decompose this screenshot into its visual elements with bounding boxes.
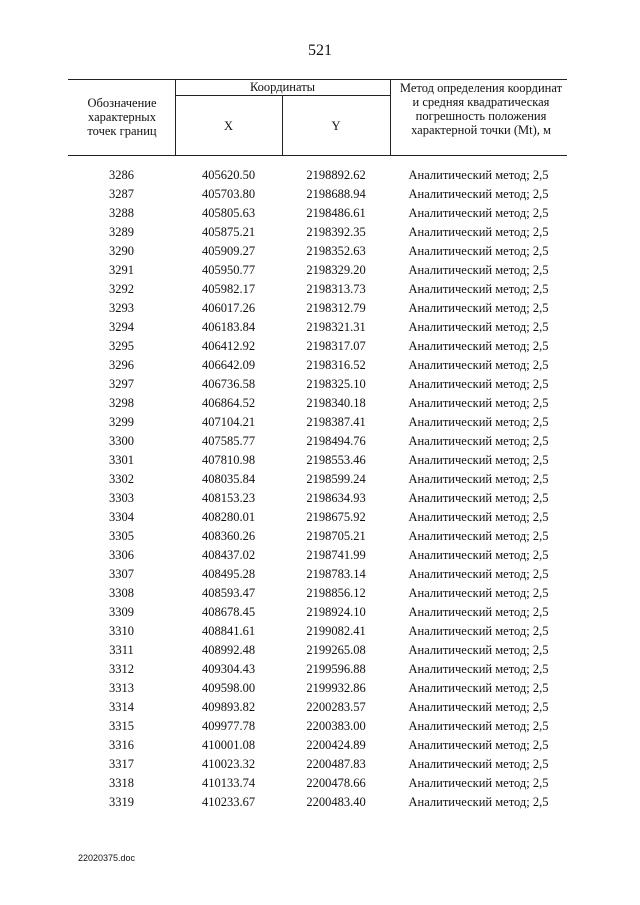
y-coordinate: 2199596.88 bbox=[306, 662, 366, 676]
y-coordinate: 2198321.31 bbox=[306, 320, 366, 334]
method-cell: Аналитический метод; 2,5 bbox=[408, 472, 549, 486]
table-row bbox=[68, 660, 567, 679]
method-cell: Аналитический метод; 2,5 bbox=[408, 719, 549, 733]
y-coordinate: 2198352.63 bbox=[306, 244, 366, 258]
point-number: 3296 bbox=[109, 358, 134, 372]
table-row bbox=[68, 508, 567, 527]
table-row bbox=[68, 166, 567, 185]
point-number: 3307 bbox=[109, 567, 134, 581]
method-cell: Аналитический метод; 2,5 bbox=[408, 700, 549, 714]
method-cell: Аналитический метод; 2,5 bbox=[408, 510, 549, 524]
point-number: 3303 bbox=[109, 491, 134, 505]
y-coordinate: 2200483.40 bbox=[306, 795, 366, 809]
x-coordinate: 408678.45 bbox=[201, 605, 256, 619]
method-cell: Аналитический метод; 2,5 bbox=[408, 320, 549, 334]
table-row bbox=[68, 432, 567, 451]
x-coordinate: 406736.58 bbox=[201, 377, 256, 391]
method-cell: Аналитический метод; 2,5 bbox=[408, 662, 549, 676]
point-number: 3302 bbox=[109, 472, 134, 486]
table-row bbox=[68, 280, 567, 299]
y-coordinate: 2198675.92 bbox=[306, 510, 366, 524]
point-number: 3295 bbox=[109, 339, 134, 353]
table-row bbox=[68, 527, 567, 546]
method-cell: Аналитический метод; 2,5 bbox=[408, 225, 549, 239]
y-coordinate: 2198856.12 bbox=[306, 586, 366, 600]
table-row bbox=[68, 356, 567, 375]
point-number: 3317 bbox=[109, 757, 134, 771]
x-coordinate: 405950.77 bbox=[201, 263, 256, 277]
method-cell: Аналитический метод; 2,5 bbox=[408, 263, 549, 277]
method-cell: Аналитический метод; 2,5 bbox=[408, 643, 549, 657]
x-coordinate: 405620.50 bbox=[201, 168, 256, 182]
method-cell: Аналитический метод; 2,5 bbox=[408, 605, 549, 619]
x-coordinate: 405805.63 bbox=[201, 206, 256, 220]
method-cell: Аналитический метод; 2,5 bbox=[408, 377, 549, 391]
method-cell: Аналитический метод; 2,5 bbox=[408, 453, 549, 467]
x-coordinate: 406642.09 bbox=[201, 358, 256, 372]
y-coordinate: 2199082.41 bbox=[306, 624, 366, 638]
table-header-bottom-rule bbox=[68, 155, 567, 156]
point-number: 3290 bbox=[109, 244, 134, 258]
table-row bbox=[68, 470, 567, 489]
method-cell: Аналитический метод; 2,5 bbox=[408, 415, 549, 429]
x-coordinate: 410023.32 bbox=[201, 757, 256, 771]
method-cell: Аналитический метод; 2,5 bbox=[408, 624, 549, 638]
table-row bbox=[68, 261, 567, 280]
coordinates-table-body bbox=[68, 166, 567, 812]
x-coordinate: 406864.52 bbox=[201, 396, 256, 410]
header-divider-3 bbox=[390, 79, 391, 155]
y-coordinate: 2198741.99 bbox=[306, 548, 366, 562]
point-number: 3316 bbox=[109, 738, 134, 752]
y-coordinate: 2198705.21 bbox=[306, 529, 366, 543]
method-cell: Аналитический метод; 2,5 bbox=[408, 282, 549, 296]
x-coordinate: 408841.61 bbox=[201, 624, 256, 638]
method-cell: Аналитический метод; 2,5 bbox=[408, 301, 549, 315]
point-number: 3287 bbox=[109, 187, 134, 201]
y-coordinate: 2200283.57 bbox=[306, 700, 366, 714]
table-row bbox=[68, 774, 567, 793]
table-row bbox=[68, 375, 567, 394]
method-cell: Аналитический метод; 2,5 bbox=[408, 358, 549, 372]
table-row bbox=[68, 584, 567, 603]
method-cell: Аналитический метод; 2,5 bbox=[408, 586, 549, 600]
x-coordinate: 407104.21 bbox=[201, 415, 256, 429]
method-cell: Аналитический метод; 2,5 bbox=[408, 681, 549, 695]
x-coordinate: 409304.43 bbox=[201, 662, 256, 676]
table-row bbox=[68, 736, 567, 755]
method-cell: Аналитический метод; 2,5 bbox=[408, 548, 549, 562]
point-number: 3310 bbox=[109, 624, 134, 638]
x-coordinate: 408593.47 bbox=[201, 586, 256, 600]
method-cell: Аналитический метод; 2,5 bbox=[408, 168, 549, 182]
method-cell: Аналитический метод; 2,5 bbox=[408, 795, 549, 809]
point-number: 3312 bbox=[109, 662, 134, 676]
point-number: 3301 bbox=[109, 453, 134, 467]
table-row bbox=[68, 394, 567, 413]
point-number: 3298 bbox=[109, 396, 134, 410]
x-coordinate: 407585.77 bbox=[201, 434, 256, 448]
table-row bbox=[68, 622, 567, 641]
y-coordinate: 2198599.24 bbox=[306, 472, 366, 486]
header-x: X bbox=[223, 119, 234, 133]
point-number: 3292 bbox=[109, 282, 134, 296]
point-number: 3288 bbox=[109, 206, 134, 220]
x-coordinate: 405875.21 bbox=[201, 225, 256, 239]
point-number: 3306 bbox=[109, 548, 134, 562]
table-row bbox=[68, 185, 567, 204]
x-coordinate: 408153.23 bbox=[201, 491, 256, 505]
point-number: 3289 bbox=[109, 225, 134, 239]
x-coordinate: 410001.08 bbox=[201, 738, 256, 752]
point-number: 3286 bbox=[109, 168, 134, 182]
x-coordinate: 405703.80 bbox=[201, 187, 256, 201]
y-coordinate: 2198313.73 bbox=[306, 282, 366, 296]
footer-filename: 22020375.doc bbox=[78, 853, 136, 863]
header-y: Y bbox=[331, 119, 341, 133]
table-row bbox=[68, 603, 567, 622]
method-cell: Аналитический метод; 2,5 bbox=[408, 396, 549, 410]
table-row bbox=[68, 489, 567, 508]
header-coordinates: Координаты bbox=[249, 80, 316, 94]
x-coordinate: 408035.84 bbox=[201, 472, 256, 486]
point-number: 3313 bbox=[109, 681, 134, 695]
point-number: 3291 bbox=[109, 263, 134, 277]
point-number: 3305 bbox=[109, 529, 134, 543]
y-coordinate: 2198317.07 bbox=[306, 339, 366, 353]
table-row bbox=[68, 679, 567, 698]
x-coordinate: 409977.78 bbox=[201, 719, 256, 733]
point-number: 3311 bbox=[109, 643, 134, 657]
table-row bbox=[68, 717, 567, 736]
table-row bbox=[68, 223, 567, 242]
method-cell: Аналитический метод; 2,5 bbox=[408, 567, 549, 581]
y-coordinate: 2198340.18 bbox=[306, 396, 366, 410]
x-coordinate: 409893.82 bbox=[201, 700, 256, 714]
header-method: Метод определения координат и средняя квадратическая погрешность положения характерной точки (Mt), м bbox=[399, 81, 563, 137]
y-coordinate: 2198392.35 bbox=[306, 225, 366, 239]
point-number: 3308 bbox=[109, 586, 134, 600]
x-coordinate: 408495.28 bbox=[201, 567, 256, 581]
method-cell: Аналитический метод; 2,5 bbox=[408, 738, 549, 752]
method-cell: Аналитический метод; 2,5 bbox=[408, 757, 549, 771]
y-coordinate: 2198892.62 bbox=[306, 168, 366, 182]
y-coordinate: 2198316.52 bbox=[306, 358, 366, 372]
point-number: 3293 bbox=[109, 301, 134, 315]
y-coordinate: 2198553.46 bbox=[306, 453, 366, 467]
x-coordinate: 408280.01 bbox=[201, 510, 256, 524]
point-number: 3297 bbox=[109, 377, 134, 391]
y-coordinate: 2200424.89 bbox=[306, 738, 366, 752]
point-number: 3315 bbox=[109, 719, 134, 733]
method-cell: Аналитический метод; 2,5 bbox=[408, 776, 549, 790]
point-number: 3294 bbox=[109, 320, 134, 334]
method-cell: Аналитический метод; 2,5 bbox=[408, 491, 549, 505]
table-row bbox=[68, 337, 567, 356]
table-row bbox=[68, 318, 567, 337]
table-row bbox=[68, 204, 567, 223]
y-coordinate: 2200478.66 bbox=[306, 776, 366, 790]
method-cell: Аналитический метод; 2,5 bbox=[408, 529, 549, 543]
point-number: 3300 bbox=[109, 434, 134, 448]
table-row bbox=[68, 565, 567, 584]
y-coordinate: 2199932.86 bbox=[306, 681, 366, 695]
page-number: 521 bbox=[308, 42, 332, 59]
y-coordinate: 2198634.93 bbox=[306, 491, 366, 505]
x-coordinate: 408360.26 bbox=[201, 529, 256, 543]
y-coordinate: 2198312.79 bbox=[306, 301, 366, 315]
point-number: 3319 bbox=[109, 795, 134, 809]
x-coordinate: 407810.98 bbox=[201, 453, 256, 467]
x-coordinate: 406183.84 bbox=[201, 320, 256, 334]
table-row bbox=[68, 413, 567, 432]
table-row bbox=[68, 451, 567, 470]
y-coordinate: 2198387.41 bbox=[306, 415, 366, 429]
method-cell: Аналитический метод; 2,5 bbox=[408, 244, 549, 258]
point-number: 3299 bbox=[109, 415, 134, 429]
table-row bbox=[68, 242, 567, 261]
table-row bbox=[68, 546, 567, 565]
x-coordinate: 409598.00 bbox=[201, 681, 256, 695]
y-coordinate: 2200383.00 bbox=[306, 719, 366, 733]
table-row bbox=[68, 755, 567, 774]
x-coordinate: 410133.74 bbox=[201, 776, 256, 790]
x-coordinate: 408437.02 bbox=[201, 548, 256, 562]
y-coordinate: 2200487.83 bbox=[306, 757, 366, 771]
x-coordinate: 408992.48 bbox=[201, 643, 256, 657]
x-coordinate: 405982.17 bbox=[201, 282, 256, 296]
method-cell: Аналитический метод; 2,5 bbox=[408, 187, 549, 201]
table-row bbox=[68, 698, 567, 717]
x-coordinate: 406017.26 bbox=[201, 301, 256, 315]
x-coordinate: 405909.27 bbox=[201, 244, 256, 258]
method-cell: Аналитический метод; 2,5 bbox=[408, 339, 549, 353]
y-coordinate: 2198325.10 bbox=[306, 377, 366, 391]
y-coordinate: 2199265.08 bbox=[306, 643, 366, 657]
y-coordinate: 2198494.76 bbox=[306, 434, 366, 448]
table-row bbox=[68, 641, 567, 660]
y-coordinate: 2198924.10 bbox=[306, 605, 366, 619]
point-number: 3304 bbox=[109, 510, 134, 524]
y-coordinate: 2198486.61 bbox=[306, 206, 366, 220]
point-number: 3318 bbox=[109, 776, 134, 790]
point-number: 3314 bbox=[109, 700, 134, 714]
y-coordinate: 2198329.20 bbox=[306, 263, 366, 277]
y-coordinate: 2198783.14 bbox=[306, 567, 366, 581]
method-cell: Аналитический метод; 2,5 bbox=[408, 434, 549, 448]
table-row bbox=[68, 299, 567, 318]
point-number: 3309 bbox=[109, 605, 134, 619]
header-point-designation: Обозначение характерных точек границ bbox=[87, 96, 157, 138]
table-row bbox=[68, 793, 567, 812]
x-coordinate: 406412.92 bbox=[201, 339, 256, 353]
method-cell: Аналитический метод; 2,5 bbox=[408, 206, 549, 220]
x-coordinate: 410233.67 bbox=[201, 795, 256, 809]
y-coordinate: 2198688.94 bbox=[306, 187, 366, 201]
